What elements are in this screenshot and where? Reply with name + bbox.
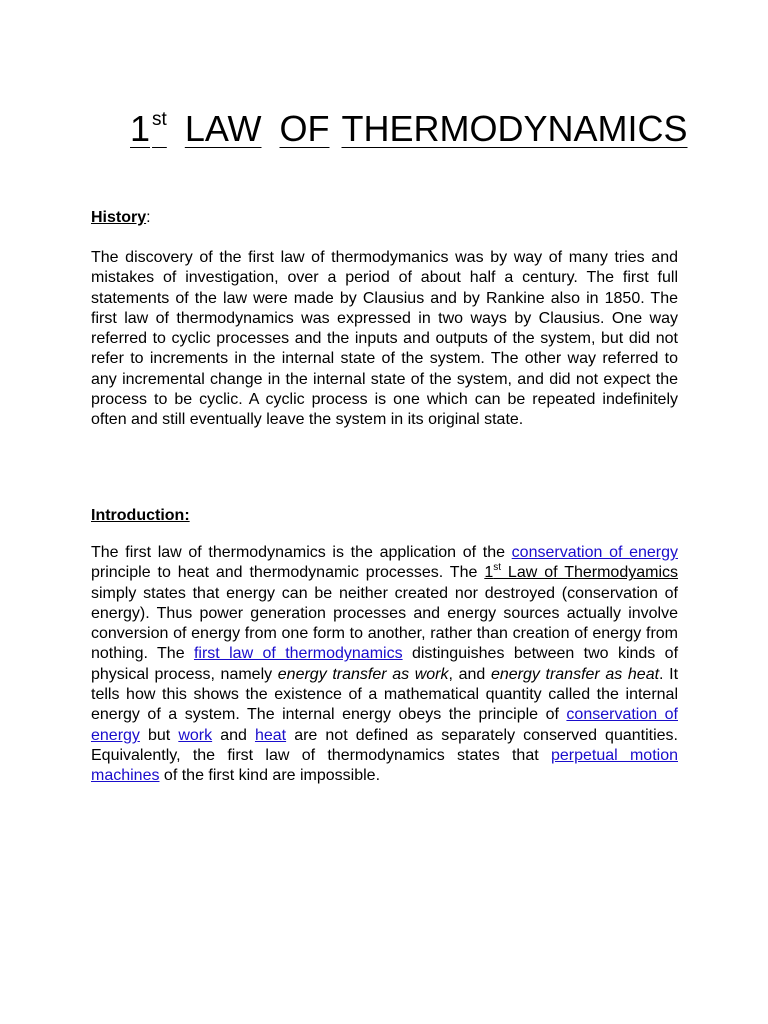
link-first-law-of-thermodynamics[interactable]: first law of thermodynamics [193,645,403,663]
intro-text: The first law of thermodynamics is the application of the [91,544,512,561]
introduction-heading [91,506,190,526]
title-number-word [130,98,167,151]
emphasis-energy-transfer-work: energy transfer as work [277,665,449,683]
first-law-term [484,564,678,581]
link-conservation-of-energy[interactable]: conservation of energy [511,544,678,561]
title-word-thermodynamics: THERMODYNAMICS [341,108,688,149]
intro-text: of the first kind are impossible. [159,767,381,785]
intro-text: , and [448,665,491,683]
intro-text: but [139,726,179,744]
emphasis-energy-transfer-heat: energy transfer as heat [490,665,660,683]
intro-text: distinguishes between two kinds of physical process, namely [91,645,679,683]
link-conservation-of-energy-2[interactable]: conservation of energy [91,706,678,744]
history-heading-label: History [91,209,147,226]
link-work[interactable]: work [178,726,213,744]
link-heat[interactable]: heat [254,726,287,744]
first-law-suffix: st [493,562,501,574]
title-word-law: LAW [184,108,262,149]
page-title [130,98,690,151]
title-number: 1 [130,108,151,149]
intro-text: principle to heat and thermodynamic processes. The [91,564,485,582]
history-heading-colon: : [146,209,151,226]
first-law-number: 1 [484,564,494,582]
title-ordinal-suffix: st [152,109,167,130]
first-law-label: Law of Thermodyamics [501,564,679,582]
title-word-of: OF [279,108,330,149]
intro-text: . It tells how this shows the existence of a mathematical quantity called the internal energy of a system. The internal energy obeys the principle of [91,665,679,724]
history-paragraph: The discovery of the first law of thermodymanics was by way of many tries and mistakes of investigation, over a period of about half a century. The first full statements of the law were made by Clausius and by Rankine also in 1850. The first law of thermodynamics was expressed in two ways by Clausius. One way referred to cyclic processes and the inputs and outputs of the system, but did not refer to increments in the internal state of the system. The other way referred to any incremental change in the internal state of the system, and did not expect the process to be cyclic. A cyclic process is one which can be repeated indefinitely often and still eventually leave the system in its original state. [91,249,678,429]
link-perpetual-motion-machines[interactable]: perpetual motion machines [91,746,678,785]
intro-text: are not defined as separately conserved quantities. Equivalently, the first law of thermodynamics states that [91,726,678,764]
introduction-paragraph [91,543,678,787]
intro-text: simply states that energy can be neither created nor destroyed (conservation of energy). Thus power generation processes and energy sources actually involve conversion of energy from one form to another, rather than creation of energy from nothing. The [91,584,678,663]
intro-text: and [212,726,255,744]
introduction-heading-label: Introduction: [91,507,190,524]
history-heading [91,208,151,228]
